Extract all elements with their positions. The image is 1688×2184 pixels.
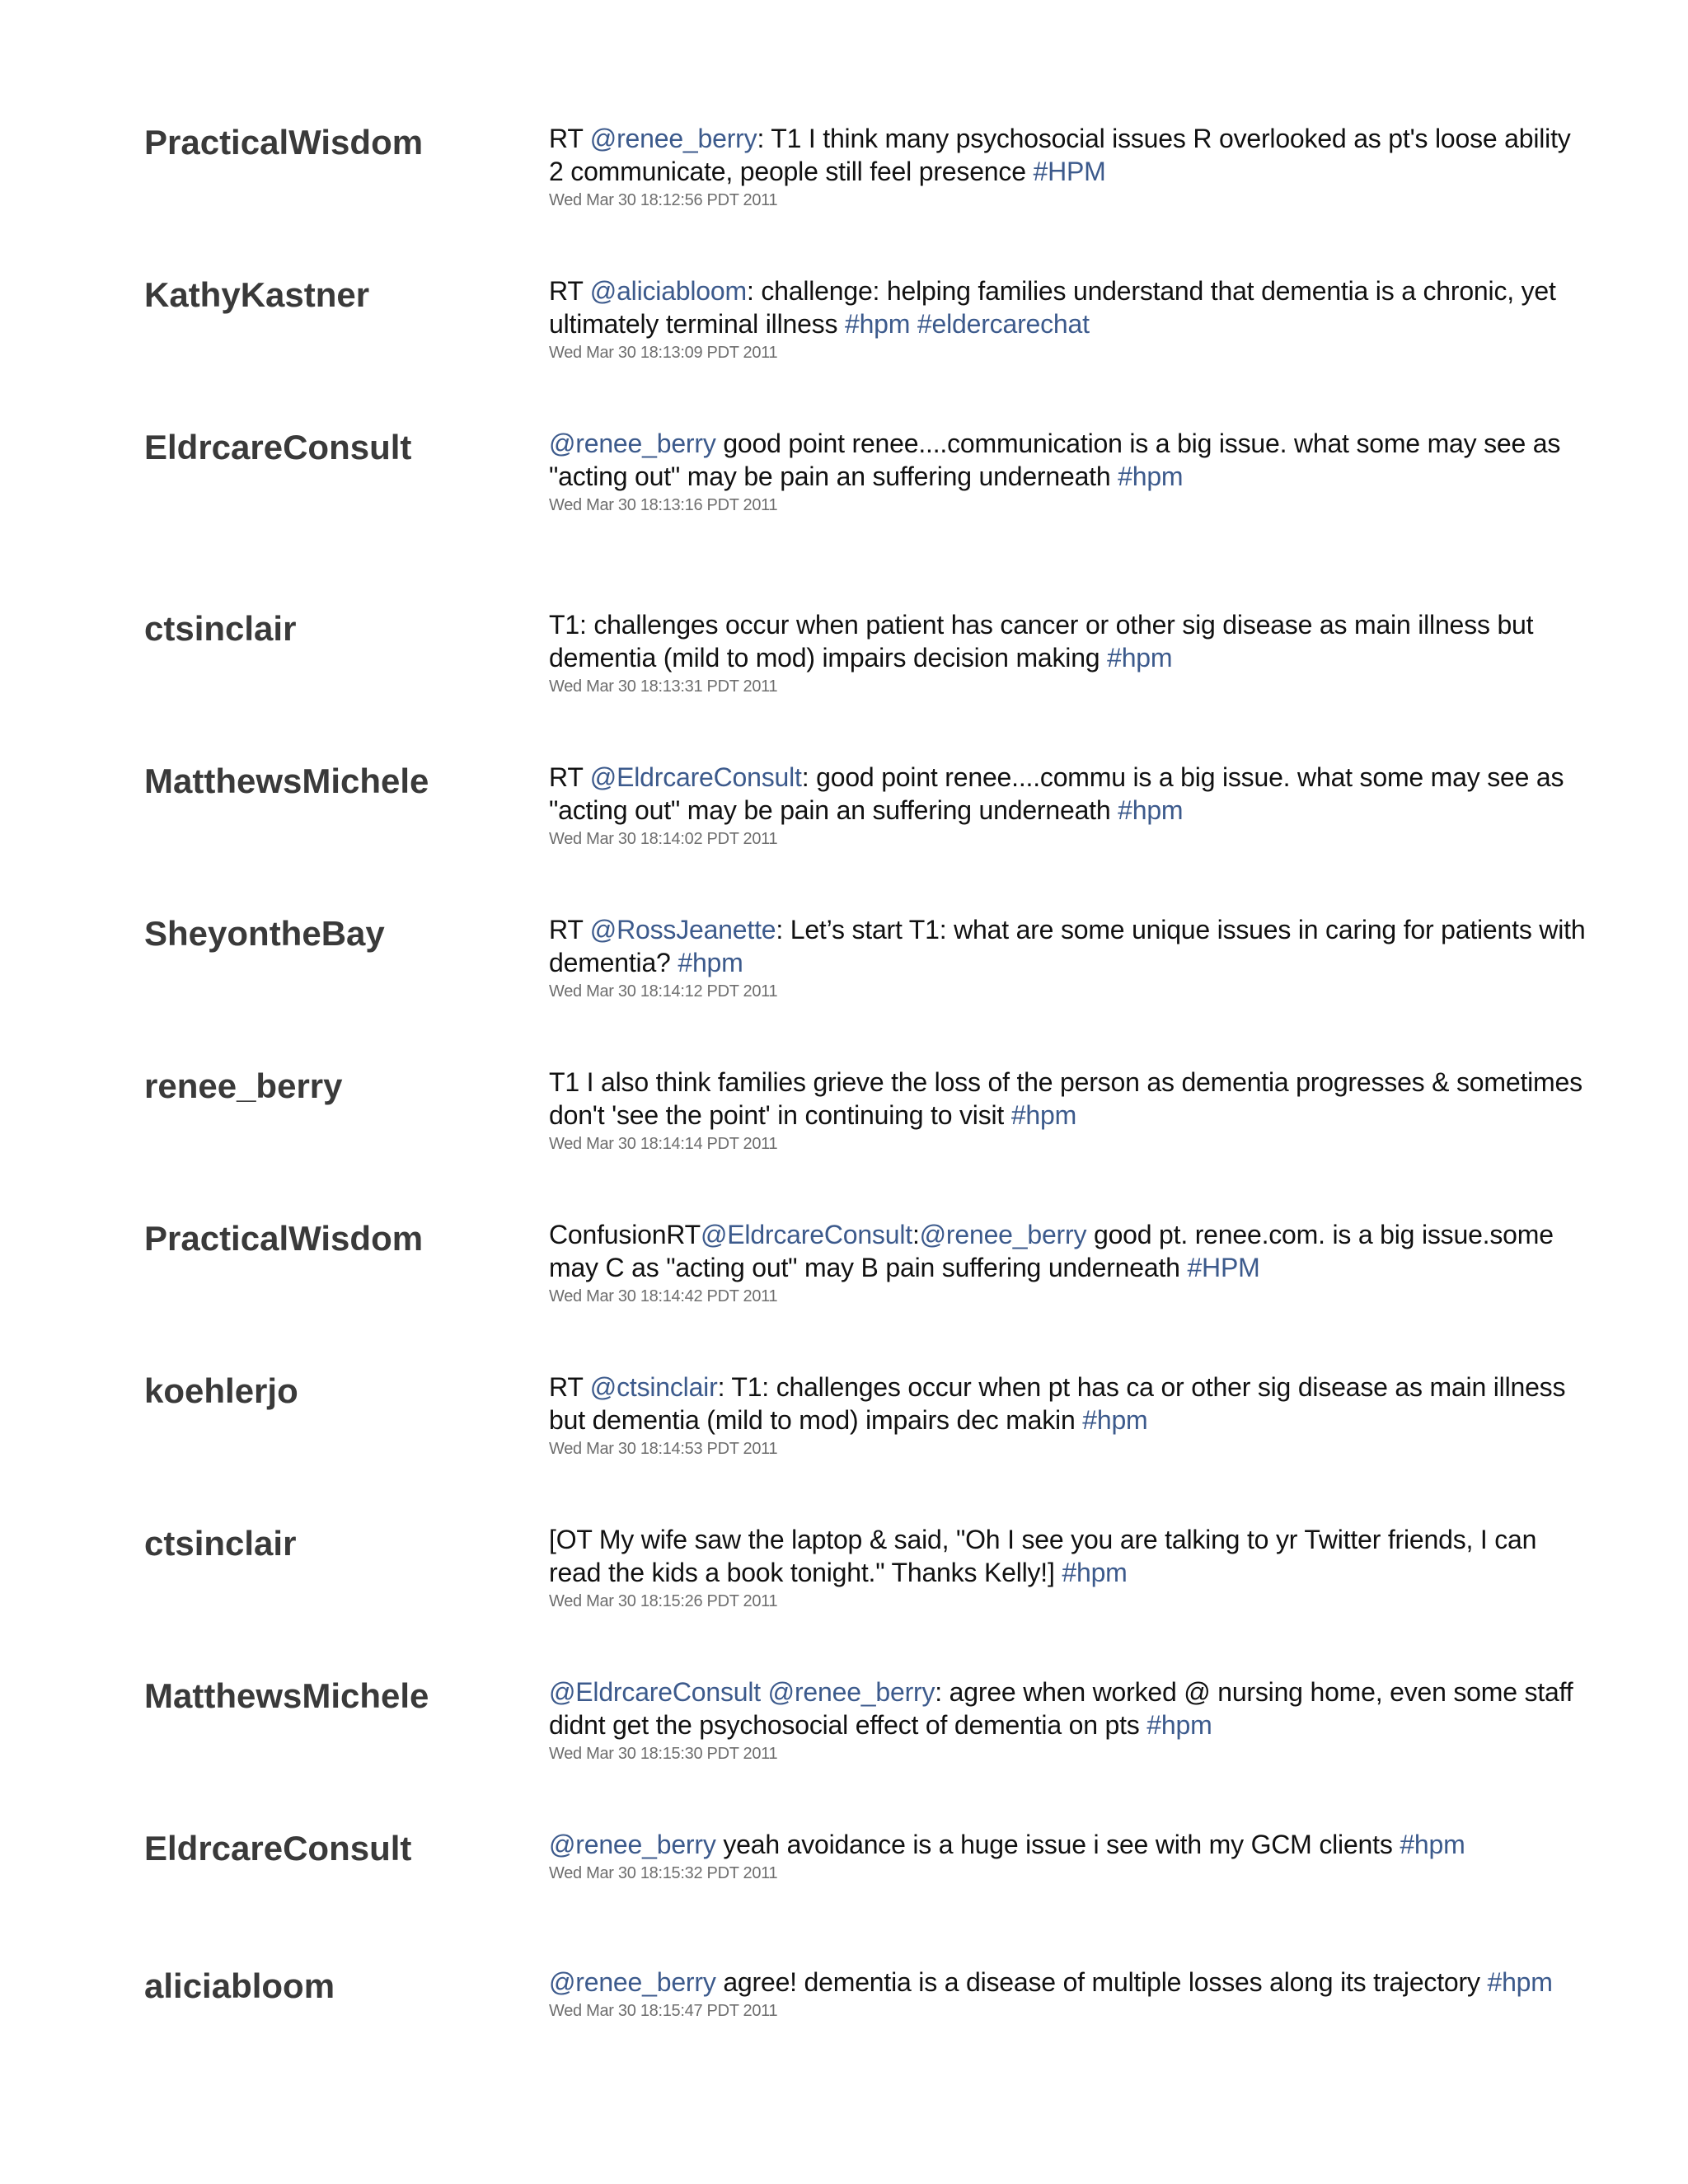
tweet-username[interactable]: MatthewsMichele [144,762,429,800]
tweet-content [549,427,1587,516]
tweet-text-segment: T1: challenges occur when patient has cancer or other sig disease as main illness but dementia (mild to mod) impairs decision making [549,610,1534,673]
tweet-text [549,1675,1587,1741]
mention-link[interactable]: @renee_berry [767,1677,935,1707]
tweet-timestamp: Wed Mar 30 18:14:02 PDT 2011 [549,830,778,848]
tweet-text [549,1066,1587,1132]
tweet-text-segment: : challenge: helping families understand that dementia is a chronic, yet ultimately terminal illness [549,276,1556,339]
tweet-timestamp: Wed Mar 30 18:15:32 PDT 2011 [549,1864,778,1882]
tweet-text-segment [761,1677,768,1707]
tweet-username[interactable]: ctsinclair [144,1524,297,1563]
tweet-username[interactable]: KathyKastner [144,275,370,314]
mention-link[interactable]: @renee_berry [919,1220,1087,1249]
hashtag-link[interactable]: #hpm [1082,1405,1148,1435]
tweet-timestamp: Wed Mar 30 18:14:14 PDT 2011 [549,1135,778,1153]
tweet-username[interactable]: SheyontheBay [144,914,385,953]
tweet-username[interactable]: EldrcareConsult [144,428,412,466]
tweet-text-segment: yeah avoidance is a huge issue i see with my GCM clients [715,1830,1400,1859]
tweet-content [549,608,1587,697]
tweet-text-segment: : [912,1220,920,1249]
tweet-timestamp: Wed Mar 30 18:13:09 PDT 2011 [549,344,778,362]
tweet-timestamp: Wed Mar 30 18:14:12 PDT 2011 [549,982,778,1001]
hashtag-link[interactable]: #eldercarechat [917,309,1090,339]
tweet-username[interactable]: koehlerjo [144,1371,298,1410]
tweet-text [549,122,1587,188]
hashtag-link[interactable]: #hpm [844,309,911,339]
tweet-content [549,1828,1587,1884]
tweet-text-segment: agree! dementia is a disease of multiple losses along its trajectory [715,1967,1488,1997]
tweet-text [549,1828,1587,1861]
tweet-timestamp: Wed Mar 30 18:15:26 PDT 2011 [549,1592,778,1610]
tweet-text-segment: ConfusionRT [549,1220,701,1249]
tweet-text [549,1218,1587,1284]
tweet-username[interactable]: PracticalWisdom [144,1219,424,1258]
tweet-username[interactable]: PracticalWisdom [144,123,424,162]
tweet-content [549,1371,1587,1460]
hashtag-link[interactable]: #hpm [1400,1830,1465,1859]
mention-link[interactable]: @ctsinclair [589,1372,718,1402]
tweet-content [549,1066,1587,1155]
tweet-username[interactable]: renee_berry [144,1066,343,1105]
tweet-content [549,761,1587,850]
tweet-timestamp: Wed Mar 30 18:15:30 PDT 2011 [549,1745,778,1763]
hashtag-link[interactable]: #hpm [1118,462,1184,491]
tweet-text-segment: : agree when worked @ nursing home, even some staff didnt get the psychosocial effect of dementia on pts [549,1677,1573,1740]
tweet-text-segment: : good point renee....commu is a big issue. what some may see as "acting out" may be pain an suffering underneath [549,762,1564,825]
tweet-text-segment: RT [549,915,590,944]
tweet-text-segment: RT [549,762,590,792]
tweet-text [549,1523,1587,1589]
tweet-text-segment [910,309,917,339]
hashtag-link[interactable]: #hpm [1146,1710,1212,1740]
tweet-text-segment: RT [549,1372,590,1402]
mention-link[interactable]: @EldrcareConsult [589,762,802,792]
tweet-content [549,122,1587,211]
mention-link[interactable]: @EldrcareConsult [549,1677,761,1707]
hashtag-link[interactable]: #hpm [1118,795,1184,825]
tweet-text [549,274,1587,340]
tweet-timestamp: Wed Mar 30 18:12:56 PDT 2011 [549,191,778,209]
tweet-username[interactable]: MatthewsMichele [144,1676,429,1715]
tweet-text [549,427,1587,493]
tweet-content [549,1966,1587,2022]
tweet-content [549,1675,1587,1765]
tweet-username[interactable]: aliciabloom [144,1966,335,2005]
mention-link[interactable]: @renee_berry [549,429,716,458]
tweet-text [549,761,1587,827]
tweet-text-segment: : T1 I think many psychosocial issues R overlooked as pt's loose ability 2 communicate, people still feel presence [549,124,1571,186]
tweet-text-segment: : Let’s start T1: what are some unique issues in caring for patients with dementia? [549,915,1586,977]
tweet-text-segment: : T1: challenges occur when pt has ca or other sig disease as main illness but dementia (mild to mod) impairs dec makin [549,1372,1566,1435]
mention-link[interactable]: @renee_berry [549,1967,716,1997]
mention-link[interactable]: @renee_berry [589,124,757,153]
hashtag-link[interactable]: #hpm [1107,643,1173,673]
tweet-timestamp: Wed Mar 30 18:13:16 PDT 2011 [549,496,778,514]
hashtag-link[interactable]: #HPM [1187,1253,1260,1282]
tweet-text [549,1371,1587,1436]
tweet-timestamp: Wed Mar 30 18:15:47 PDT 2011 [549,2002,778,2020]
tweet-text-segment: T1 I also think families grieve the loss of the person as dementia progresses & sometimes don't 'see the point' in continuing to visit [549,1067,1582,1130]
mention-link[interactable]: @renee_berry [549,1830,716,1859]
tweet-content [549,913,1587,1002]
tweet-text-segment: good point renee....communication is a big issue. what some may see as "acting out" may be pain an suffering underneath [549,429,1561,491]
mention-link[interactable]: @RossJeanette [589,915,776,944]
tweet-text-segment: [OT My wife saw the laptop & said, "Oh I see you are talking to yr Twitter friends, I can read the kids a book tonight." Thanks Kelly!] [549,1525,1537,1587]
tweet-timestamp: Wed Mar 30 18:14:42 PDT 2011 [549,1287,778,1305]
tweet-content [549,274,1587,363]
tweet-content [549,1523,1587,1612]
hashtag-link[interactable]: #hpm [678,948,743,977]
tweet-username[interactable]: EldrcareConsult [144,1829,412,1868]
hashtag-link[interactable]: #hpm [1010,1100,1077,1130]
mention-link[interactable]: @EldrcareConsult [700,1220,912,1249]
tweet-timestamp: Wed Mar 30 18:14:53 PDT 2011 [549,1440,778,1458]
tweet-text-segment: RT [549,276,590,306]
tweet-text [549,1966,1587,1999]
tweet-timestamp: Wed Mar 30 18:13:31 PDT 2011 [549,677,778,696]
hashtag-link[interactable]: #HPM [1033,157,1106,186]
tweet-text [549,913,1587,979]
tweet-text-segment: good pt. renee.com. is a big issue.some may C as "acting out" may B pain suffering underneath [549,1220,1554,1282]
tweet-text-segment: RT [549,124,590,153]
tweet-content [549,1218,1587,1307]
tweet-text [549,608,1587,674]
hashtag-link[interactable]: #hpm [1062,1558,1128,1587]
hashtag-link[interactable]: #hpm [1487,1967,1553,1997]
tweet-username[interactable]: ctsinclair [144,609,297,648]
mention-link[interactable]: @aliciabloom [589,276,747,306]
